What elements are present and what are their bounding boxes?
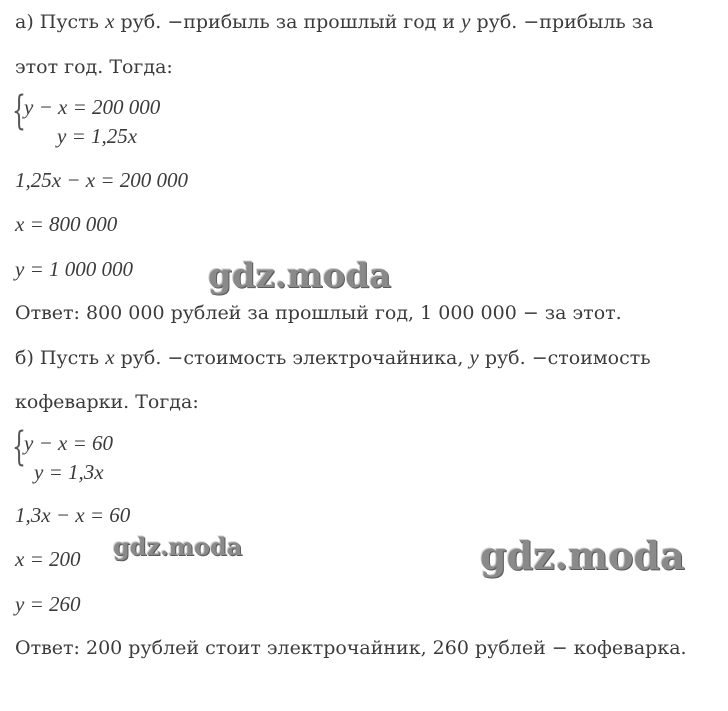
part-b-step2: x = 200	[15, 547, 81, 571]
system-brace-icon: {	[12, 424, 26, 470]
part-a-var-y: y	[461, 9, 471, 33]
part-a-step1: 1,25x − x = 200 000	[15, 168, 188, 192]
part-b-var-y: y	[469, 345, 479, 369]
watermark-logo: gdz.moda	[208, 256, 392, 296]
part-b-step1: 1,3x − x = 60	[15, 503, 131, 527]
part-a-var-x: x	[105, 9, 115, 33]
watermark-logo: gdz.moda	[480, 533, 685, 578]
part-b-system-eq2: y = 1,3x	[34, 460, 104, 484]
part-b-intro-text-3: руб. −стоимость	[484, 347, 651, 369]
part-b-intro-text-2: руб. −стоимость электрочайника,	[120, 347, 464, 369]
part-b-intro-line2: кофеварки. Тогда:	[15, 391, 199, 413]
part-b-step3: y = 260	[15, 592, 81, 616]
part-a-system-eq1: y − x = 200 000	[24, 95, 161, 119]
system-brace-icon: {	[12, 88, 26, 134]
part-a-intro-line1	[15, 9, 654, 34]
part-b-intro-line1	[15, 345, 651, 370]
part-a-intro-text-1: а) Пусть	[15, 11, 100, 33]
part-a-intro-line2: этот год. Тогда:	[15, 56, 173, 78]
part-b-answer: Ответ: 200 рублей стоит электрочайник, 260 рублей − кофеварка.	[15, 637, 687, 659]
part-a-intro-text-3: руб. −прибыль за	[476, 11, 654, 33]
part-a-step3: y = 1 000 000	[15, 257, 133, 281]
part-b-var-x: x	[105, 345, 115, 369]
part-a-answer: Ответ: 800 000 рублей за прошлый год, 1 000 000 − за этот.	[15, 302, 622, 324]
part-b-system-eq1: y − x = 60	[24, 431, 113, 455]
watermark-logo: gdz.moda	[113, 532, 243, 561]
part-b-intro-text-1: б) Пусть	[15, 347, 100, 369]
part-a-system-eq2: y = 1,25x	[57, 124, 138, 148]
part-a-step2: x = 800 000	[15, 212, 118, 236]
part-a-intro-text-2: руб. −прибыль за прошлый год и	[120, 11, 456, 33]
